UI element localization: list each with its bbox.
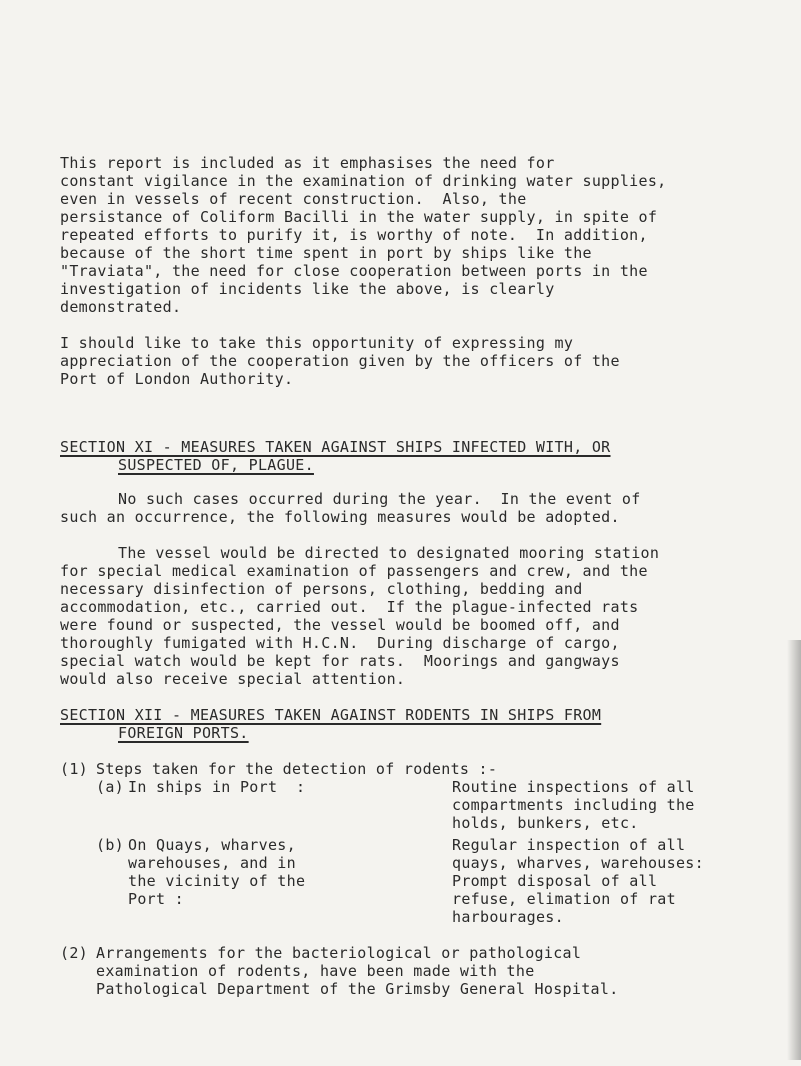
section-11-text: were found or suspected, the vessel would be boomed off, and <box>60 616 620 634</box>
section-11-text: No such cases occurred during the year. In the event of <box>118 490 641 508</box>
sub-b-right: Prompt disposal of all <box>452 872 658 890</box>
intro-line: constant vigilance in the examination of drinking water supplies, <box>60 172 667 190</box>
section-11-text: accommodation, etc., carried out. If the plague-infected rats <box>60 598 639 616</box>
sub-b-left: Port : <box>128 890 184 908</box>
item-2-text: Arrangements for the bacteriological or pathological <box>96 944 582 962</box>
sub-a-right: holds, bunkers, etc. <box>452 814 639 832</box>
section-11-text: thoroughly fumigated with H.C.N. During discharge of cargo, <box>60 634 620 652</box>
scan-edge-shadow <box>787 640 801 1060</box>
sub-a-right: compartments including the <box>452 796 695 814</box>
sub-b-right: quays, wharves, warehouses: <box>452 854 704 872</box>
section-11-text: special watch would be kept for rats. Moorings and gangways <box>60 652 620 670</box>
section-11-heading: SECTION XI - MEASURES TAKEN AGAINST SHIPS INFECTED WITH, OR <box>60 438 611 456</box>
section-12-heading-cont: FOREIGN PORTS. <box>118 724 249 742</box>
section-11-text: for special medical examination of passengers and crew, and the <box>60 562 648 580</box>
item-1-text: Steps taken for the detection of rodents :- <box>96 760 498 778</box>
sub-a-right: Routine inspections of all <box>452 778 695 796</box>
intro-line: because of the short time spent in port by ships like the <box>60 244 592 262</box>
appreciation-line: Port of London Authority. <box>60 370 294 388</box>
item-1-label: (1) <box>60 760 88 778</box>
sub-b-right: refuse, elimation of rat <box>452 890 676 908</box>
section-11-heading-cont: SUSPECTED OF, PLAGUE. <box>118 456 314 474</box>
appreciation-line: I should like to take this opportunity of expressing my <box>60 334 574 352</box>
sub-b-left: On Quays, wharves, <box>128 836 296 854</box>
sub-b-right: harbourages. <box>452 908 564 926</box>
sub-b-label: (b) <box>96 836 124 854</box>
section-11-text: such an occurrence, the following measures would be adopted. <box>60 508 620 526</box>
item-2-text: examination of rodents, have been made with the <box>96 962 535 980</box>
intro-line: persistance of Coliform Bacilli in the water supply, in spite of <box>60 208 658 226</box>
sub-b-right: Regular inspection of all <box>452 836 686 854</box>
sub-b-left: the vicinity of the <box>128 872 306 890</box>
intro-line: "Traviata", the need for close cooperation between ports in the <box>60 262 648 280</box>
sub-b-left: warehouses, and in <box>128 854 296 872</box>
intro-line: demonstrated. <box>60 298 182 316</box>
intro-line: This report is included as it emphasises the need for <box>60 154 555 172</box>
section-11-text: would also receive special attention. <box>60 670 406 688</box>
item-2-label: (2) <box>60 944 88 962</box>
intro-line: investigation of incidents like the above, is clearly <box>60 280 555 298</box>
section-12-heading: SECTION XII - MEASURES TAKEN AGAINST RODENTS IN SHIPS FROM <box>60 706 602 724</box>
section-11-text: necessary disinfection of persons, clothing, bedding and <box>60 580 583 598</box>
section-11-text: The vessel would be directed to designated mooring station <box>118 544 660 562</box>
appreciation-line: appreciation of the cooperation given by the officers of the <box>60 352 620 370</box>
item-2-text: Pathological Department of the Grimsby General Hospital. <box>96 980 619 998</box>
intro-line: repeated efforts to purify it, is worthy of note. In addition, <box>60 226 648 244</box>
sub-a-left: In ships in Port : <box>128 778 306 796</box>
intro-line: even in vessels of recent construction. Also, the <box>60 190 527 208</box>
sub-a-label: (a) <box>96 778 124 796</box>
